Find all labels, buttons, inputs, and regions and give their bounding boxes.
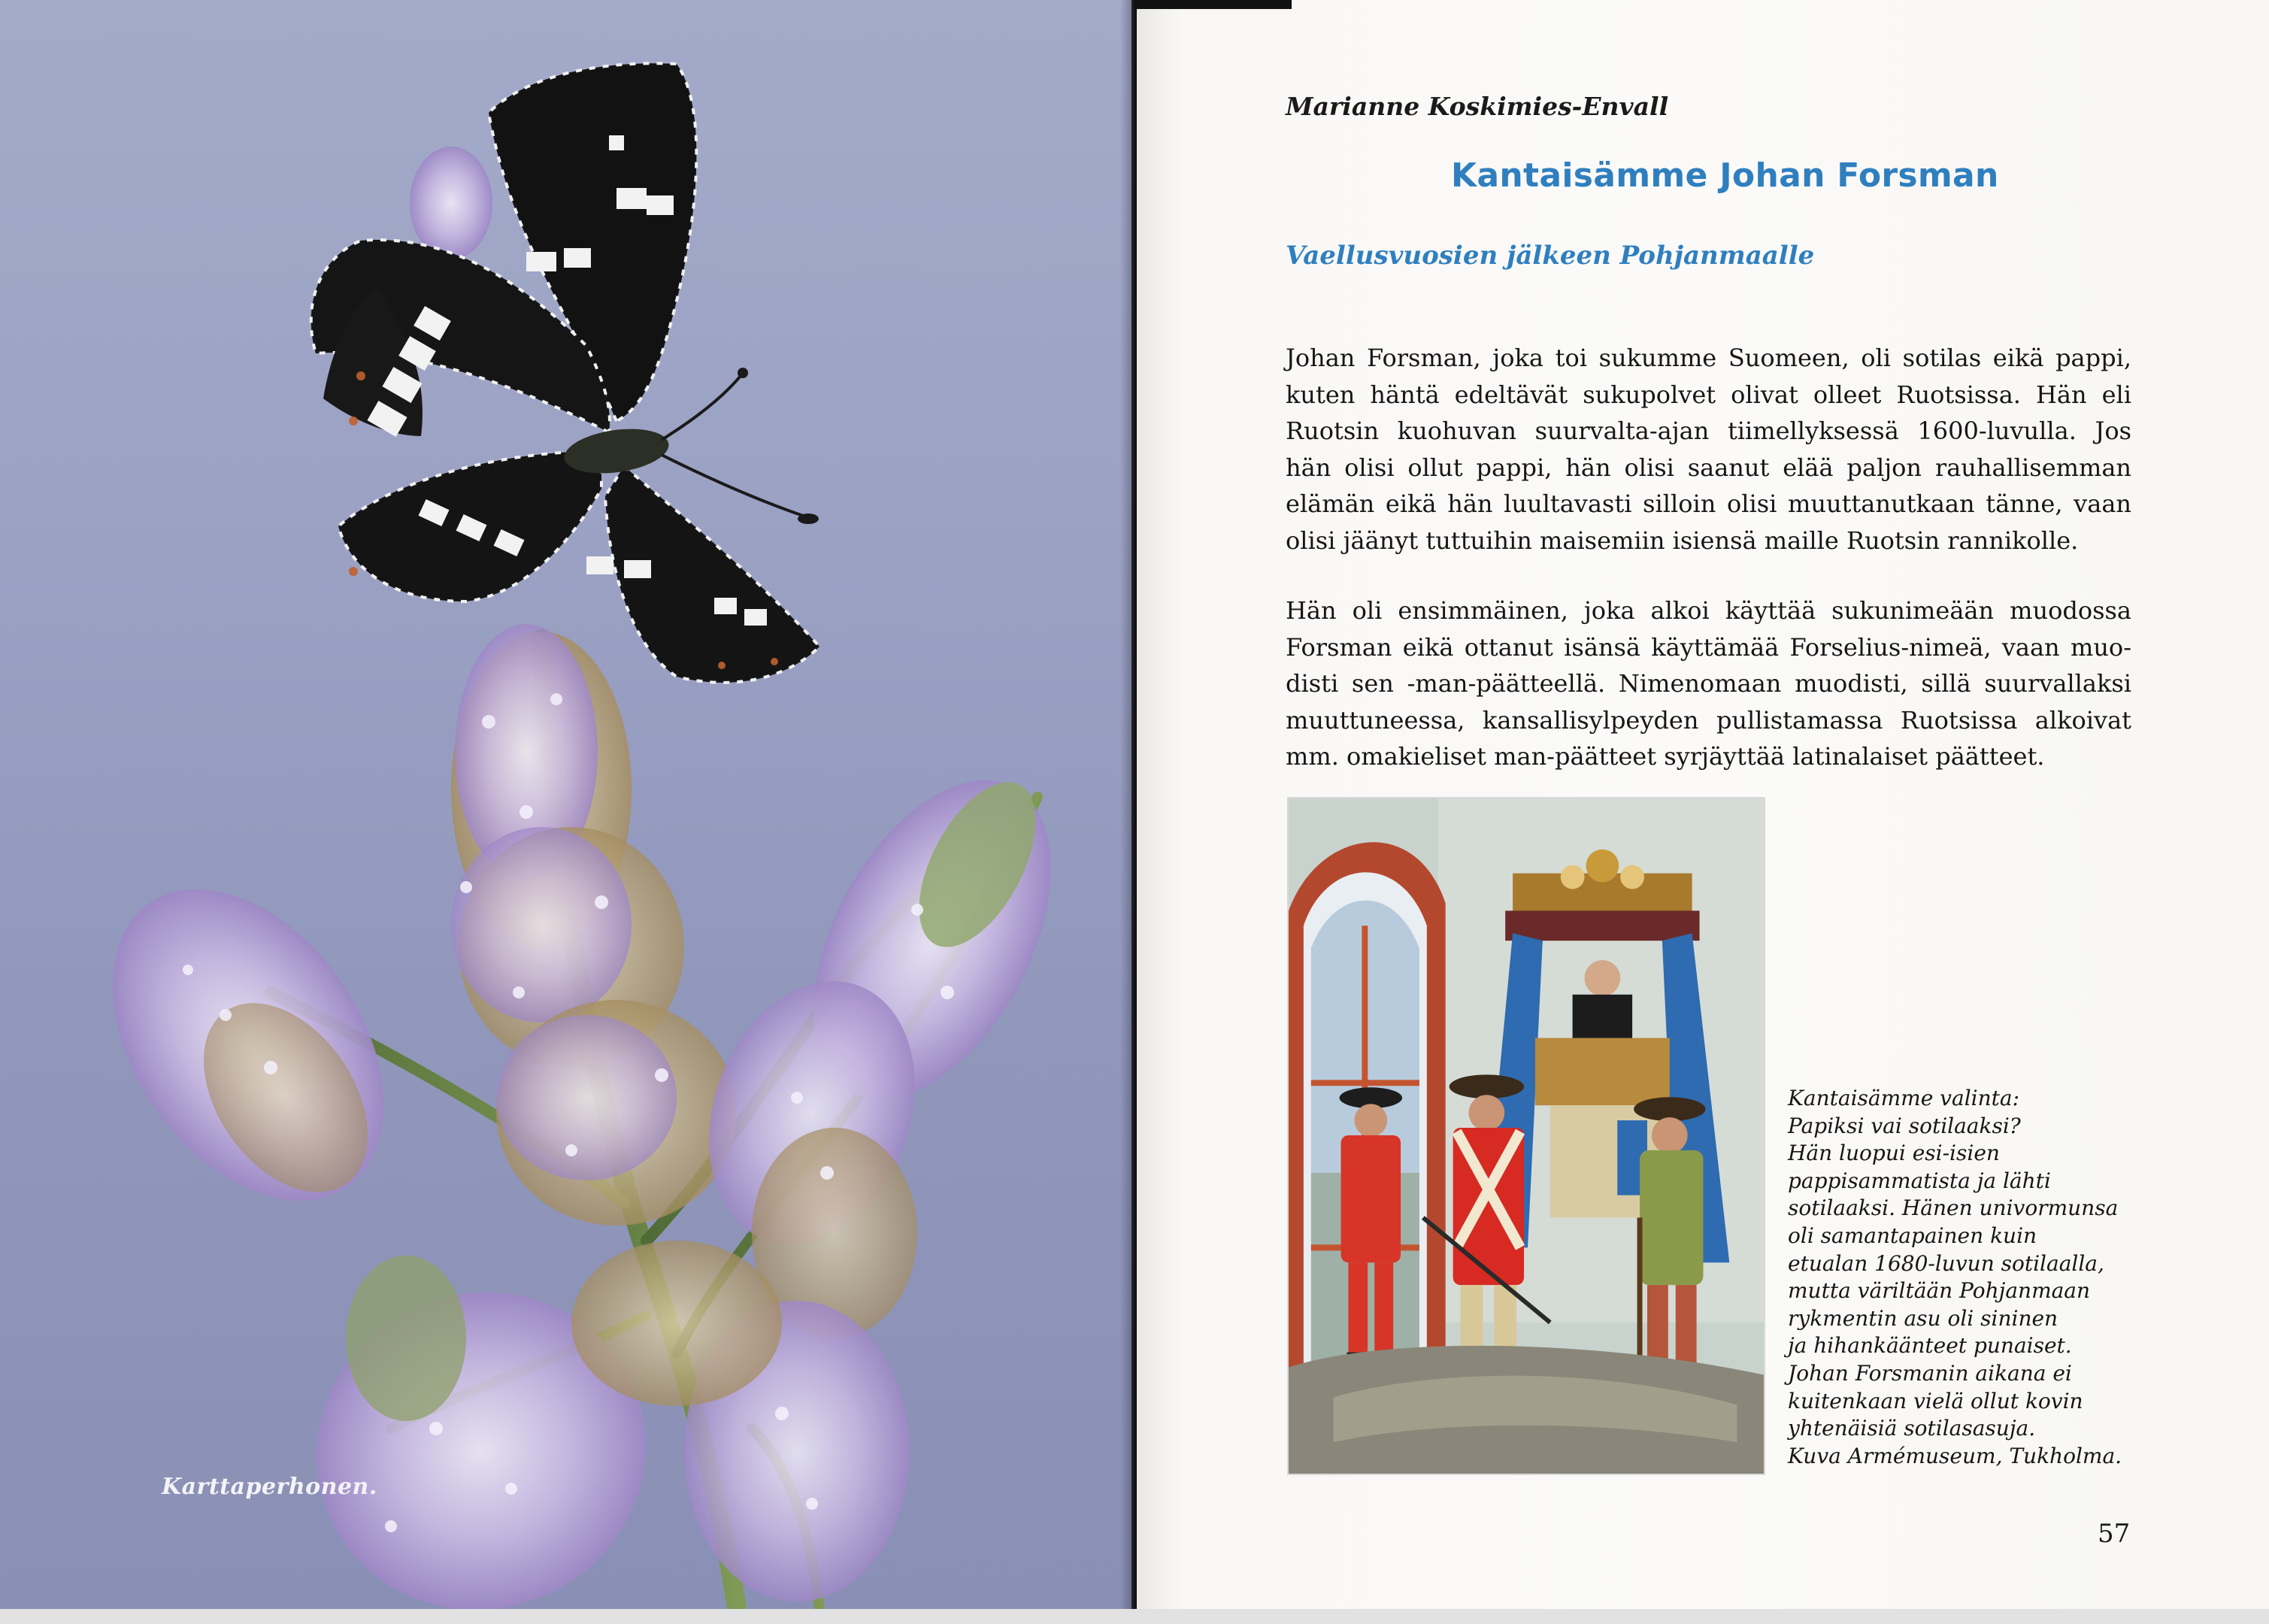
paragraph-line: disti sen -man-päätteellä. Nimenomaan muodisti, sillä suurvallaksi <box>1286 669 2131 698</box>
butterfly <box>311 63 819 683</box>
caption-line: pappisammatista ja lähti <box>1788 1168 2051 1193</box>
paragraph-line: Johan Forsman, joka toi sukumme Suomeen, oli sotilas eikä pappi, <box>1286 344 2131 372</box>
museum-photo-caption <box>1788 1085 2141 1470</box>
caption-line: ja hihankäänteet punaiset. <box>1788 1333 2072 1359</box>
page-number: 57 <box>2098 1519 2131 1549</box>
author-name: Marianne Koskimies-Envall <box>1286 92 1669 121</box>
caption-line: yhtenäisiä sotilasasuja. <box>1788 1416 2036 1441</box>
caption-line: sotilaaksi. Hänen univormunsa <box>1788 1195 2119 1221</box>
section-subtitle: Vaellusvuosien jälkeen Pohjanmaalle <box>1286 241 1815 271</box>
paragraph-line: mm. omakieliset man-päätteet syrjäyttää latinalaiset päätteet. <box>1286 742 2045 771</box>
page-top-shadow <box>1134 0 1292 9</box>
caption-line: Johan Forsmanin aikana ei <box>1788 1360 2072 1386</box>
left-page <box>0 0 1131 1609</box>
caption-line: mutta väriltään Pohjanmaan <box>1788 1278 2091 1304</box>
paragraph-line: elämän eikä hän luultavasti silloin olisi muuttanutkaan tänne, vaan <box>1286 489 2131 518</box>
butterfly-on-flower-photo <box>0 0 1131 1609</box>
museum-photo <box>1287 797 1765 1475</box>
paragraph-line: Hän oli ensimmäinen, joka alkoi käyttää sukunimeään muodossa <box>1286 596 2131 625</box>
caption-line: Hän luopui esi-isien <box>1788 1141 2000 1166</box>
paragraph-line: Ruotsin kuohuvan suurvalta-ajan tiimellyksessä 1600-luvulla. Jos <box>1286 417 2131 445</box>
paragraph-1 <box>1286 340 2131 559</box>
paragraph-line: kuten häntä edeltävät sukupolvet olivat olleet Ruotsissa. Hän eli <box>1286 380 2131 409</box>
chapter-title: Kantaisämme Johan Forsman <box>1451 156 1999 195</box>
caption-line: Papiksi vai sotilaaksi? <box>1788 1113 2021 1138</box>
caption-line: etualan 1680-luvun sotilaalla, <box>1788 1250 2104 1276</box>
paragraph-2 <box>1286 592 2131 775</box>
caption-line: oli samantapainen kuin <box>1788 1223 2037 1248</box>
museum-diorama-image <box>1289 798 1764 1474</box>
paragraph-line: muuttuneessa, kansallisylpeyden pullistamassa Ruotsissa alkoivat <box>1286 705 2131 735</box>
paragraph-line: hän olisi ollut pappi, hän olisi saanut elää paljon rauhallisemman <box>1286 453 2131 482</box>
scan-bottom-edge <box>0 1609 2269 1624</box>
paragraph-line: olisi jäänyt tuttuihin maisemiin isiensä maille Ruotsin rannikolle. <box>1286 526 2079 555</box>
paragraph-line: Forsman eikä ottanut isänsä käyttämää Forselius-nimeä, vaan muo- <box>1286 632 2131 662</box>
caption-line: Kantaisämme valinta: <box>1788 1086 2020 1110</box>
flower-spike-top <box>410 147 492 259</box>
flower-spike-center <box>451 624 737 1226</box>
caption-line: rykmentin asu oli sininen <box>1788 1305 2058 1331</box>
caption-line: Kuva Armémuseum, Tukholma. <box>1788 1443 2122 1468</box>
caption-line: kuitenkaan vielä ollut kovin <box>1788 1388 2083 1413</box>
butterfly-caption: Karttaperhonen. <box>162 1474 377 1500</box>
